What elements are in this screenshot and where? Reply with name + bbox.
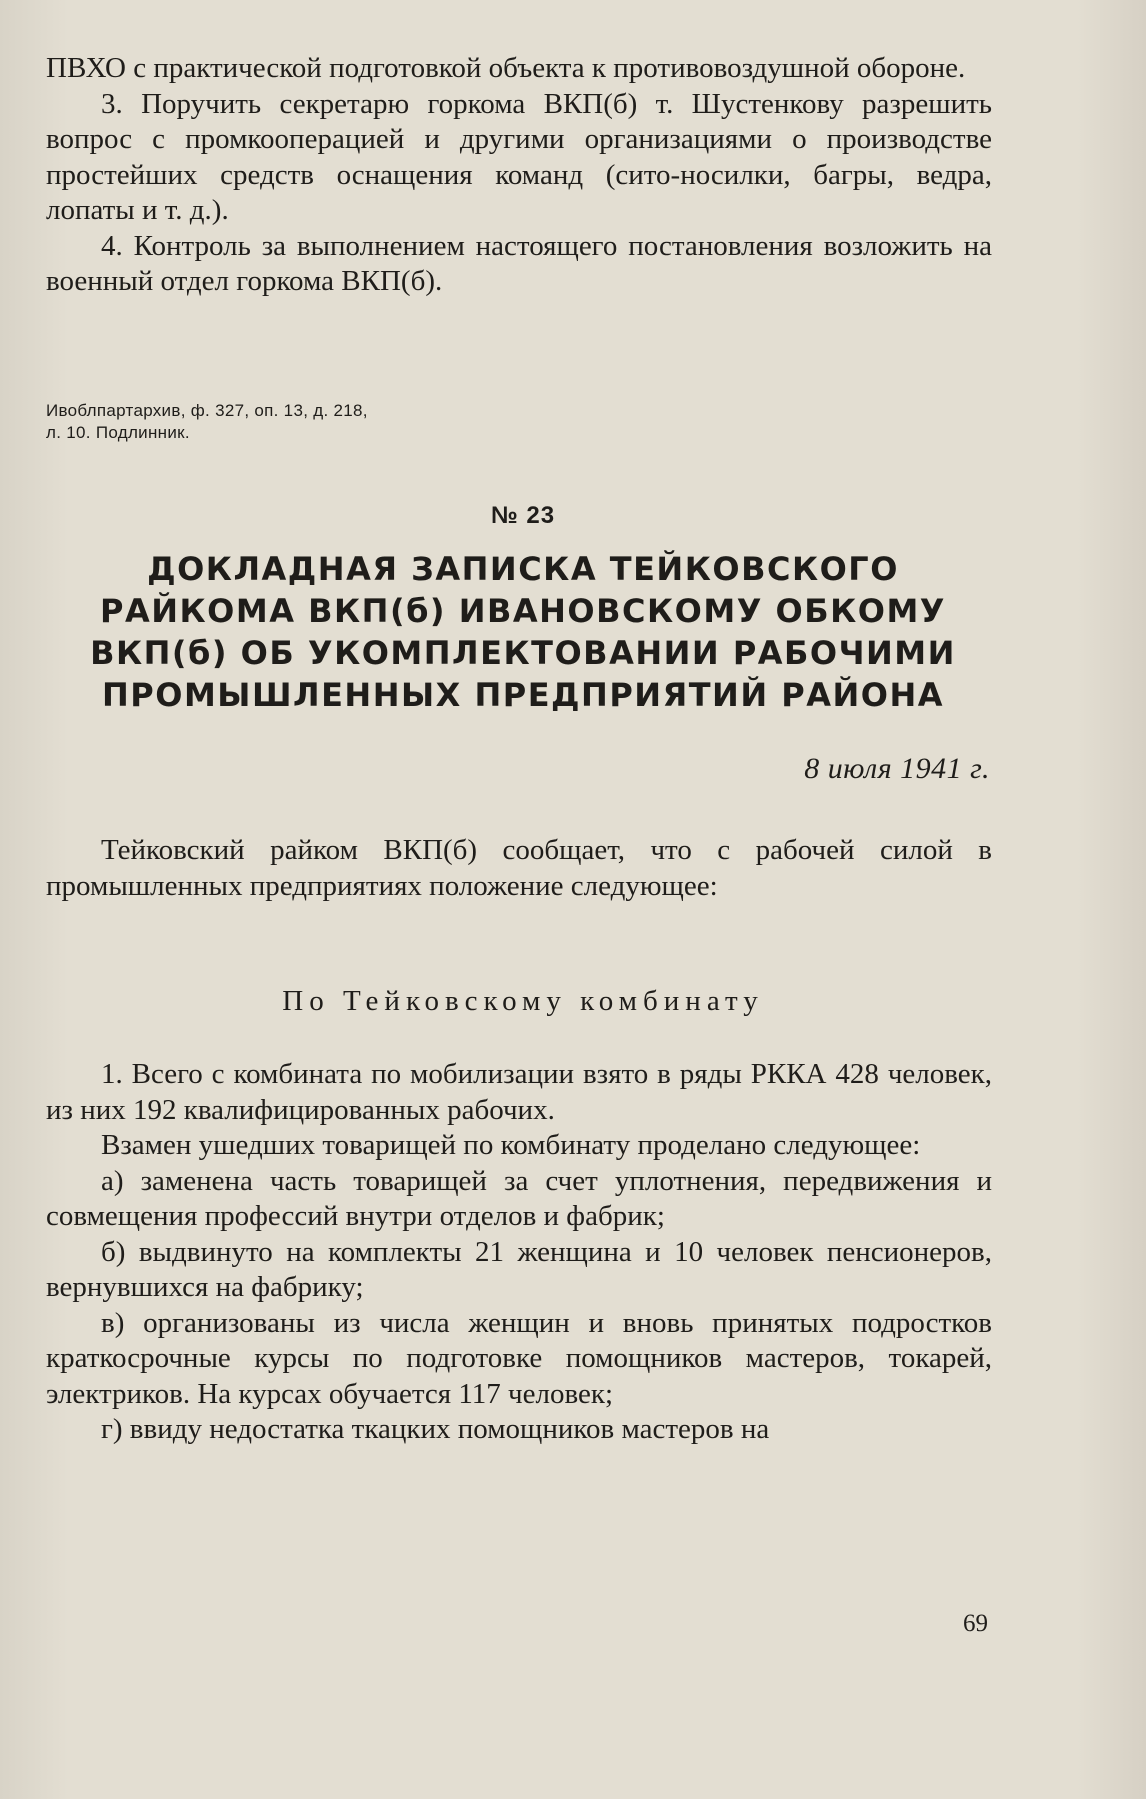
intro-text [46, 833, 992, 904]
continuation-text [46, 51, 992, 300]
paragraph-item-4: 4. Контроль за выполнением настоящего постановления возложить на военный отдел горкома ВКП(б). [46, 229, 992, 297]
body-text [46, 1057, 992, 1448]
title-line-4: ПРОМЫШЛЕННЫХ ПРЕДПРИЯТИЙ РАЙОНА [102, 676, 944, 714]
page-number: 69 [963, 1610, 988, 1637]
document-date: 8 июля 1941 г. [804, 752, 990, 785]
source-line-2: л. 10. Подлинник. [46, 423, 190, 442]
paragraph-body-1: 1. Всего с комбината по мобилизации взято в ряды РККА 428 человек, из них 192 квалифицированных рабочих. [46, 1058, 992, 1126]
title-line-2: РАЙКОМА ВКП(б) ИВАНОВСКОМУ ОБКОМУ [100, 592, 946, 630]
source-line-1: Ивоблпартархив, ф. 327, оп. 13, д. 218, [46, 401, 368, 420]
title-line-3: ВКП(б) ОБ УКОМПЛЕКТОВАНИИ РАБОЧИМИ [90, 634, 956, 672]
list-item-a: а) заменена часть товарищей за счет уплотнения, передвижения и совмещения профессий внутри отделов и фабрик; [46, 1164, 992, 1232]
title-line-1: ДОКЛАДНАЯ ЗАПИСКА ТЕЙКОВСКОГО [147, 550, 899, 588]
document-title [60, 548, 986, 716]
document-number: № 23 [490, 502, 556, 529]
paragraph-body-2: Взамен ушедших товарищей по комбинату проделано следующее: [101, 1129, 921, 1161]
archive-source-note [46, 400, 606, 444]
paragraph-item-3: 3. Поручить секретарю горкома ВКП(б) т. Шустенкову разрешить вопрос с промкооперацией и другими организациями о производстве простейших средств оснащения команд (сито-носилки, багры, ведра, лопаты и т. д.). [46, 87, 992, 226]
list-item-b: б) выдвинуто на комплекты 21 женщина и 10 человек пенсионеров, вернувшихся на фабрику; [46, 1235, 992, 1303]
section-heading: По Тейковскому комбинату [282, 985, 764, 1017]
list-item-v: в) организованы из числа женщин и вновь принятых подростков краткосрочные курсы по подготовке помощников мастеров, токарей, электриков. На курсах обучается 117 человек; [46, 1306, 992, 1410]
list-item-g: г) ввиду недостатка ткацких помощников мастеров на [101, 1413, 770, 1445]
paragraph-pvho: ПВХО с практической подготовкой объекта к противовоздушной обороне. [46, 52, 966, 84]
paragraph-intro: Тейковский райком ВКП(б) сообщает, что с рабочей силой в промышленных предприятиях положение следующее: [46, 834, 992, 902]
